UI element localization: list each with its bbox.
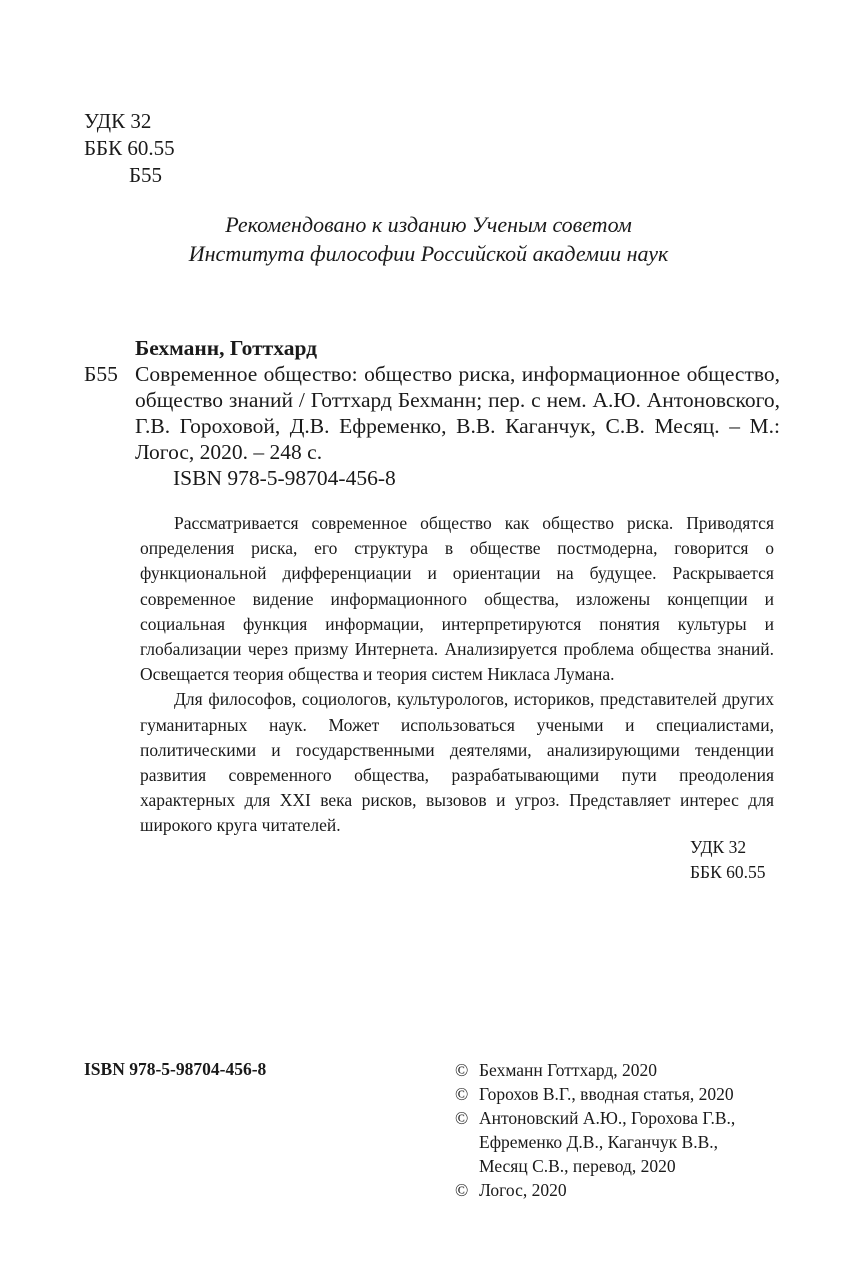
- copyright-line: Месяц С.В., перевод, 2020: [479, 1156, 676, 1176]
- bibliographic-entry: [84, 335, 780, 491]
- copyright-icon: ©: [455, 1084, 469, 1104]
- entry-isbn: ISBN 978-5-98704-456-8: [173, 466, 396, 490]
- copyright-line: Горохов В.Г., вводная статья, 2020: [479, 1084, 734, 1104]
- copyright-text: [479, 1058, 657, 1082]
- author-surname: Бехманн: [135, 336, 220, 360]
- bbk-code: ББК 60.55: [84, 136, 175, 160]
- abstract: [140, 511, 774, 839]
- copyright-item: [455, 1106, 735, 1178]
- entry-description: [84, 361, 780, 465]
- copyright-item: [455, 1082, 735, 1106]
- copyright-text: [479, 1178, 567, 1202]
- copyright-icon: ©: [455, 1180, 469, 1200]
- isbn-bottom: ISBN 978-5-98704-456-8: [84, 1059, 267, 1079]
- author-given-name: Готтхард: [229, 336, 318, 360]
- copyright-item: [455, 1178, 735, 1202]
- classification-block: [84, 108, 175, 189]
- copyright-line: Логос, 2020: [479, 1180, 567, 1200]
- classification-bottom: [690, 835, 766, 885]
- author-heading: [84, 335, 780, 361]
- author-mark: Б55: [129, 163, 163, 187]
- copyright-line: Антоновский А.Ю., Горохова Г.В.,: [479, 1108, 736, 1128]
- udk-code-bottom: УДК 32: [690, 837, 747, 857]
- recommendation-line-2: Института философии Российской академии наук: [188, 241, 669, 266]
- copyright-item: [455, 1058, 735, 1082]
- bbk-code-bottom: ББК 60.55: [690, 862, 766, 882]
- author-separator: ,: [219, 336, 230, 360]
- entry-description-text: Современное общество: общество риска, информационное общество, общество знаний / Готтхард Бехманн; пер. с нем. А.Ю. Антоновского, Г.В. Гороховой, Д.В. Ефременко, В.В. Каганчук, С.В. Месяц. – М.: Логос, 2020. – 248 с.: [135, 362, 780, 464]
- abstract-paragraph-1: Рассматривается современное общество как общество риска. Приводятся определения риска, его структура в обществе постмодерна, говорится о функциональной дифференциации и ориентации на будущее. Раскрывается современное видение информационного общества, изложены концепции и социальная функция информации, интерпретируются понятия культуры и глобализации через призму Интернета. Анализируется проблема общества знаний. Освещается теория общества и теория систем Никласа Лумана.: [140, 513, 774, 685]
- recommendation-line-1: Рекомендовано к изданию Ученым советом: [225, 212, 632, 237]
- recommendation: [0, 210, 857, 268]
- copyright-line: Ефременко Д.В., Каганчук В.В.,: [479, 1132, 719, 1152]
- udk-code: УДК 32: [84, 109, 152, 133]
- copyright-text: [479, 1082, 734, 1106]
- entry-author-mark: Б55: [84, 362, 118, 386]
- copyright-icon: ©: [455, 1108, 469, 1128]
- copyright-icon: ©: [455, 1060, 469, 1080]
- copyright-line: Бехманн Готтхард, 2020: [479, 1060, 658, 1080]
- copyright-list: [455, 1058, 735, 1202]
- copyright-text: [479, 1106, 735, 1178]
- abstract-paragraph-2: Для философов, социологов, культурологов, историков, представителей других гуманитарных наук. Может использоваться учеными и специалистами, политическими и государственными деятелями, анализирующими тенденции развития современного общества, разрабатывающими пути преодоления характерных для XXI века рисков, вызовов и угроз. Представляет интерес для широкого круга читателей.: [140, 689, 774, 836]
